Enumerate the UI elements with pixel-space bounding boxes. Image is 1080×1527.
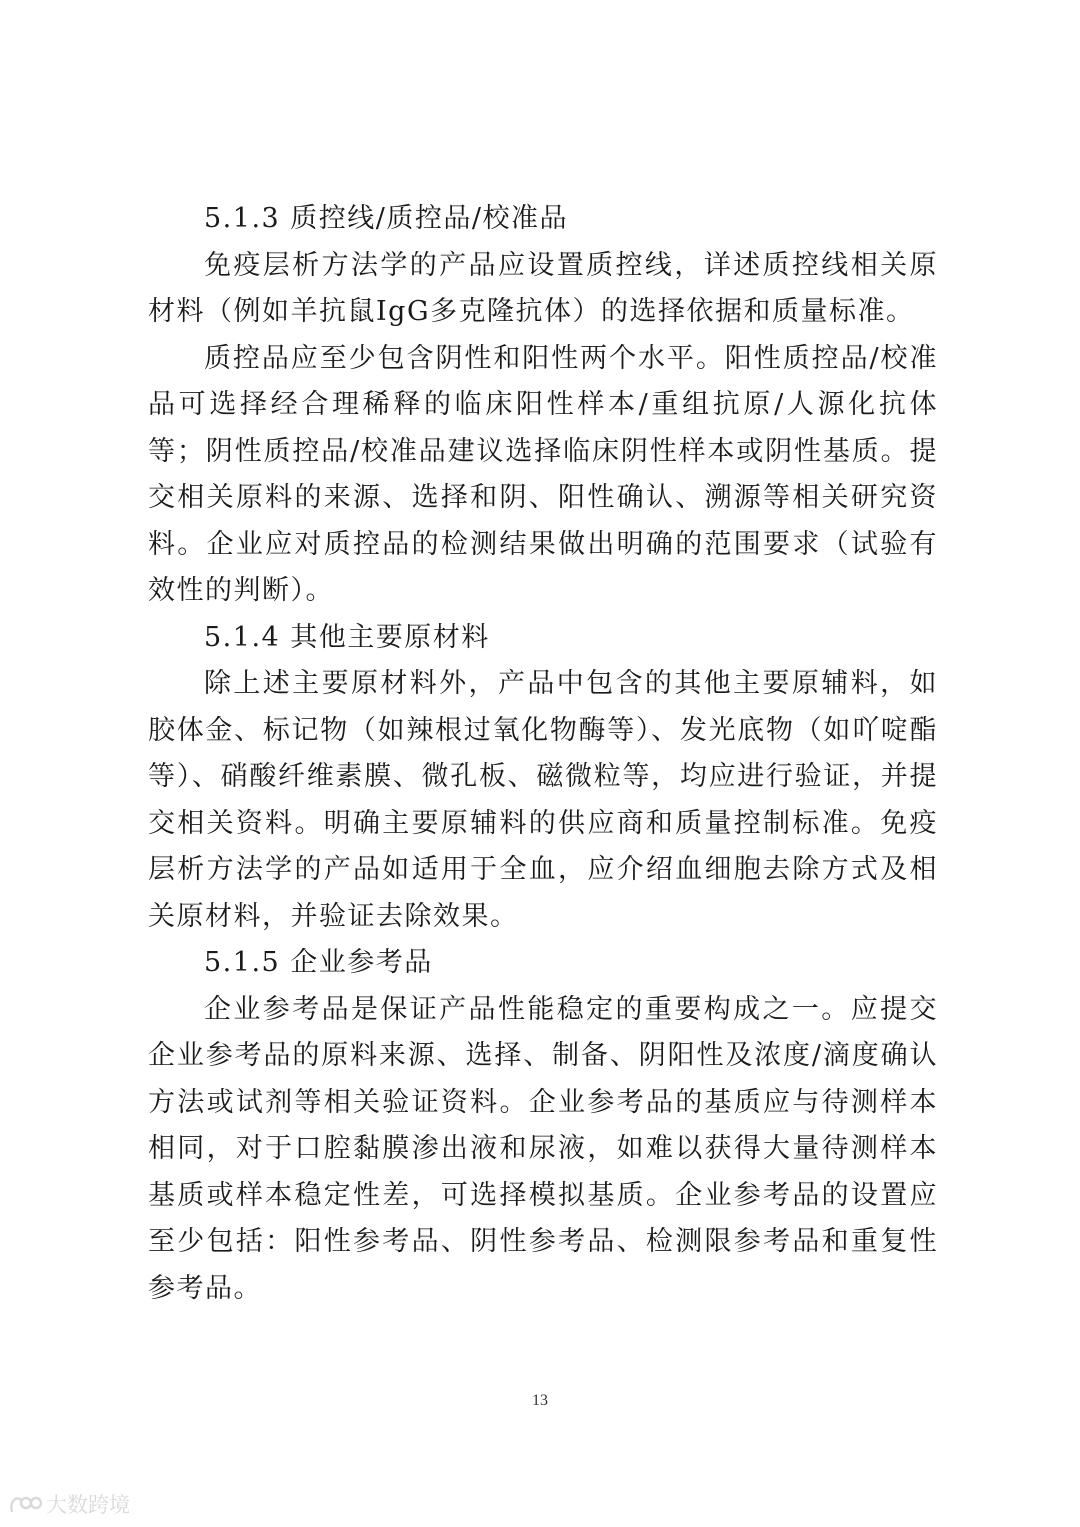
page-number: 13 — [532, 1392, 548, 1409]
paragraph: 除上述主要原材料外，产品中包含的其他主要原辅料，如胶体金、标记物（如辣根过氧化物酶等）、发光底物（如吖啶酯等）、硝酸纤维素膜、微孔板、磁微粒等，均应进行验证，并提交相关资料。明确主要原辅料的供应商和质量控制标准。免疫层析方法学的产品如适用于全血，应介绍血细胞去除方式及相关原材料，并验证去除效果。 — [148, 668, 938, 932]
document-body — [148, 196, 938, 1312]
paragraph: 免疫层析方法学的产品应设置质控线，详述质控线相关原材料（例如羊抗鼠IgG多克隆抗体）的选择依据和质量标准。 — [148, 249, 938, 327]
logo-icon — [8, 1493, 42, 1515]
section-heading-5-1-4: 5.1.4 其他主要原材料 — [204, 621, 490, 653]
section-heading-5-1-3: 5.1.3 质控线/质控品/校准品 — [204, 203, 568, 234]
paragraph: 企业参考品是保证产品性能稳定的重要构成之一。应提交企业参考品的原料来源、选择、制备、阴阳性及浓度/滴度确认方法或试剂等相关验证资料。企业参考品的基质应与待测样本相同，对于口腔黏膜渗出液和尿液，如难以获得大量待测样本基质或样本稳定性差，可选择模拟基质。企业参考品的设置应至少包括：阳性参考品、阴性参考品、检测限参考品和重复性参考品。 — [148, 993, 938, 1304]
section-heading-5-1-5: 5.1.5 企业参考品 — [204, 947, 433, 978]
watermark-text: 大数跨境 — [46, 1493, 130, 1517]
paragraph: 质控品应至少包含阴性和阳性两个水平。阳性质控品/校准品可选择经合理稀释的临床阳性样本/重组抗原/人源化抗体等；阴性质控品/校准品建议选择临床阴性样本或阴性基质。提交相关原料的来源、选择和阴、阳性确认、溯源等相关研究资料。企业应对质控品的检测结果做出明确的范围要求（试验有效性的判断）。 — [148, 342, 938, 606]
watermark — [8, 1489, 130, 1519]
